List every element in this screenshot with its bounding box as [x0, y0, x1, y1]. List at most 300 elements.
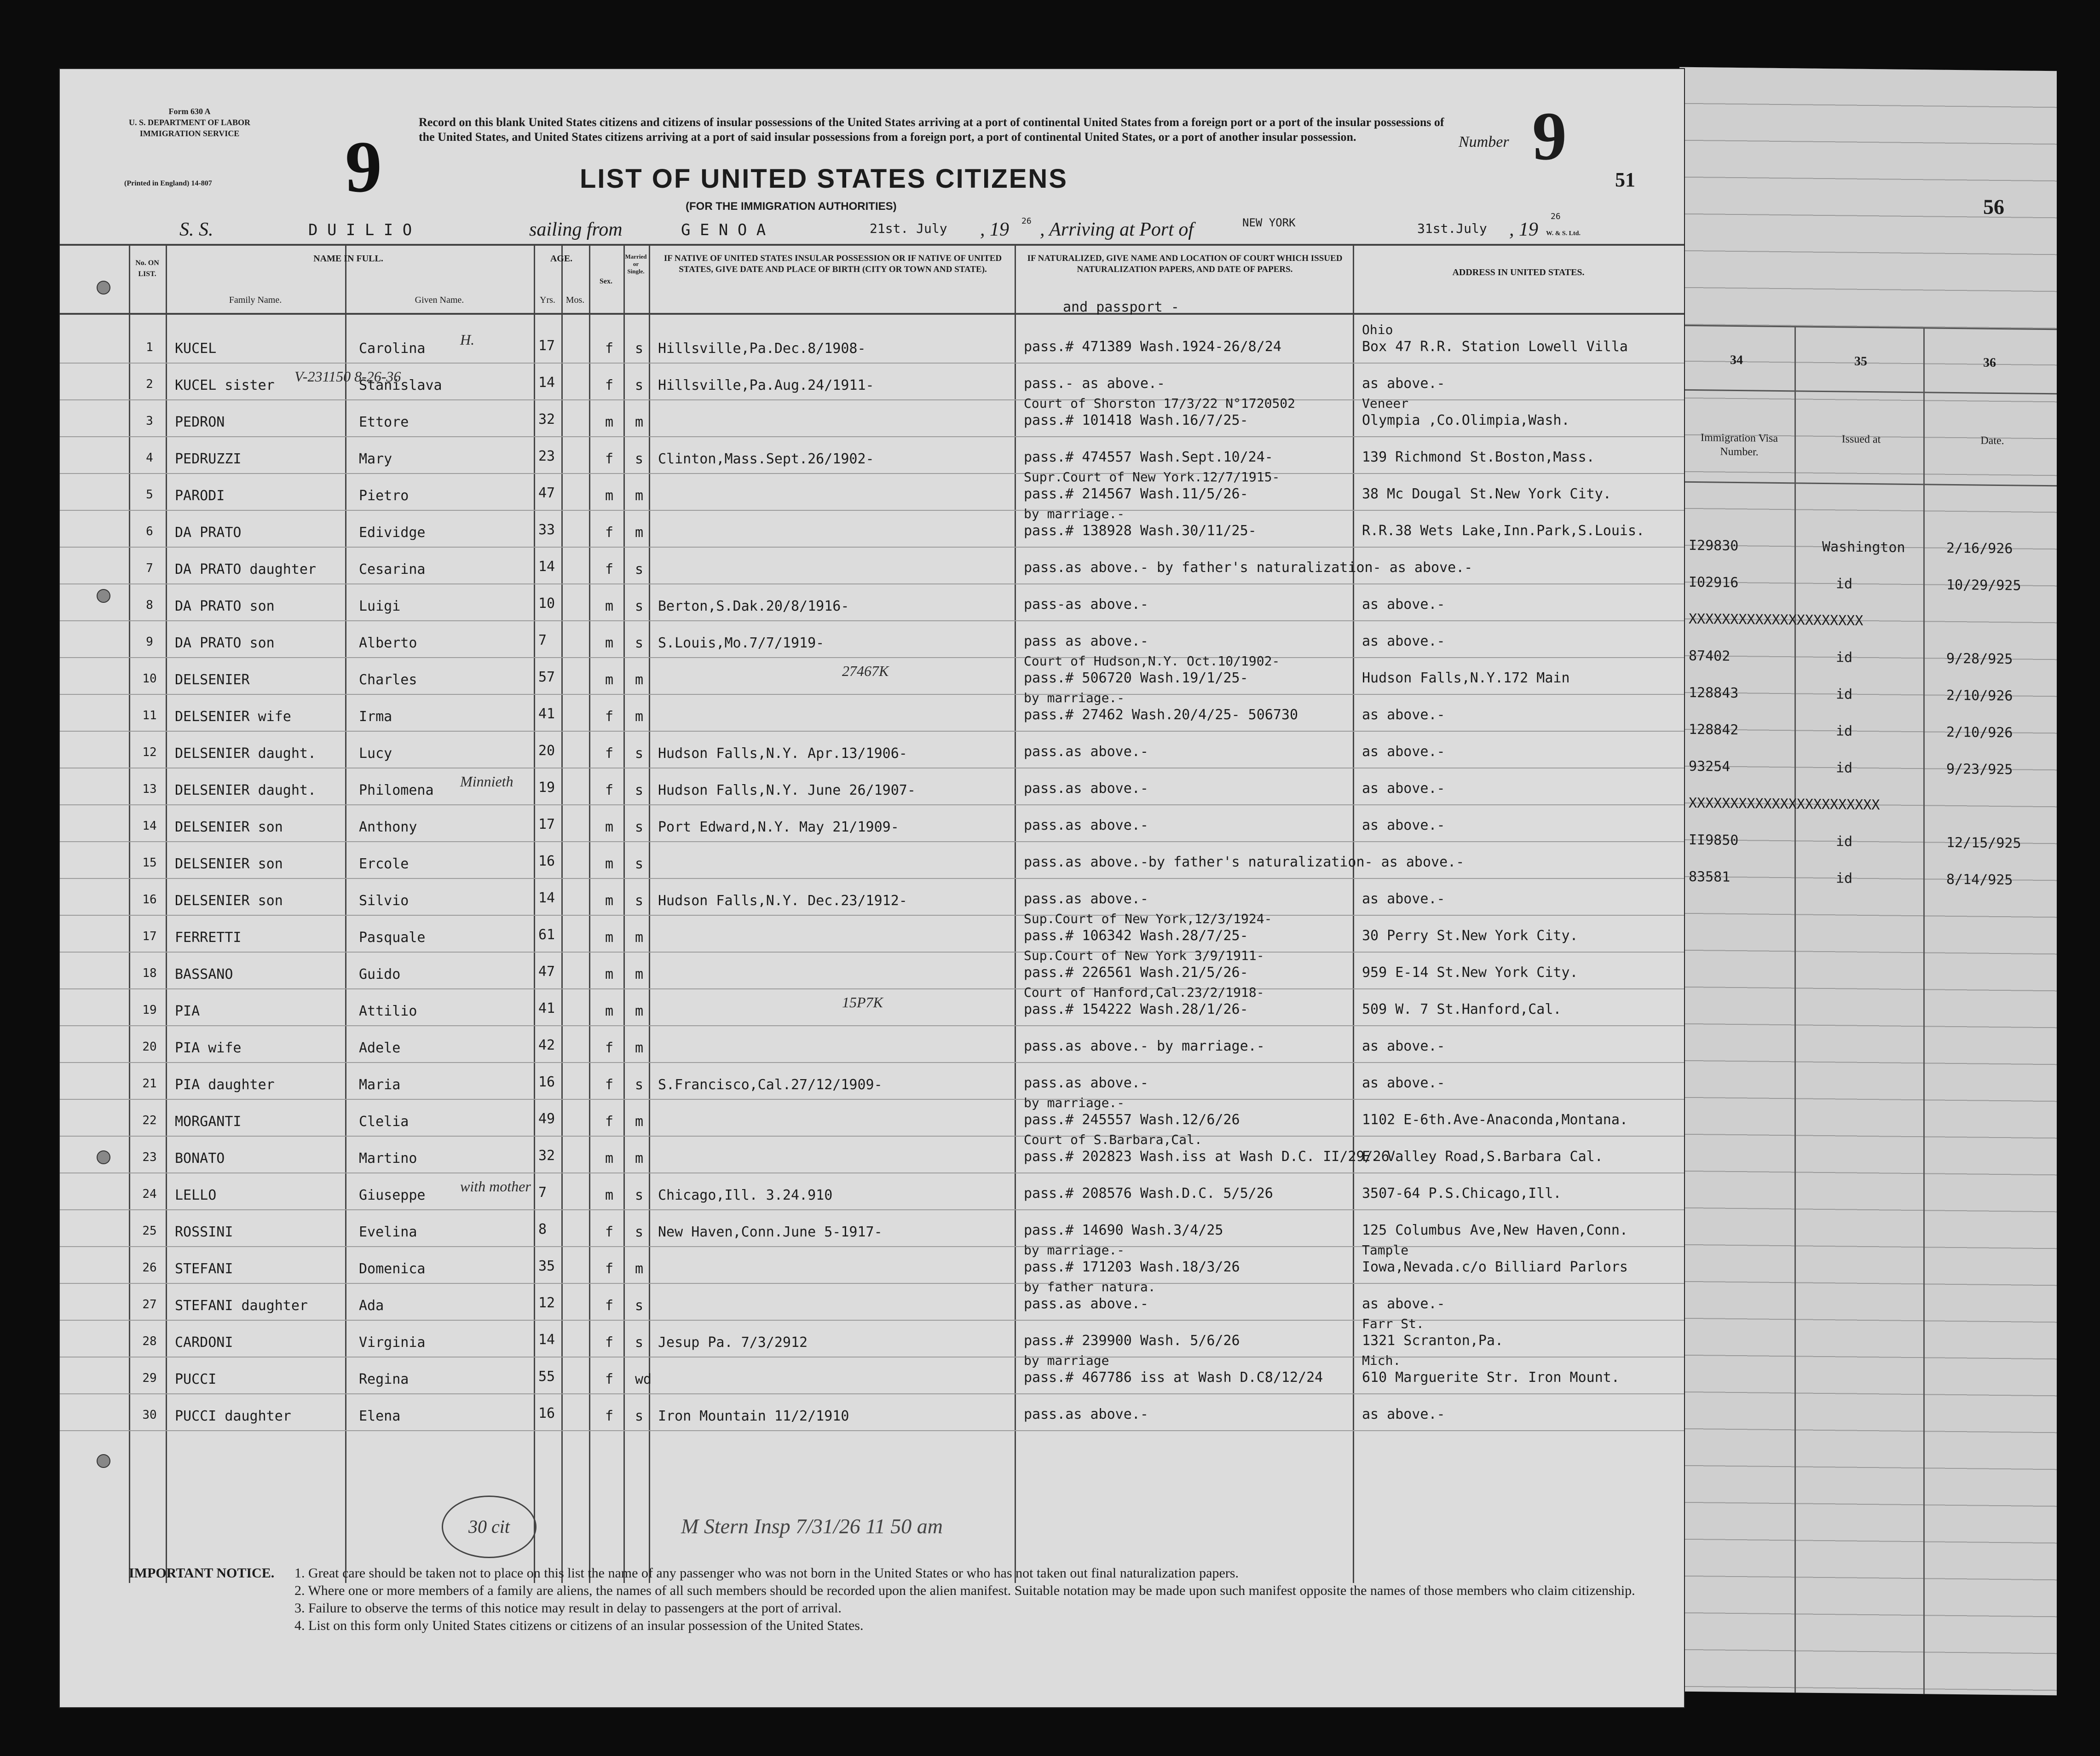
cell-birth: Chicago,Ill. 3.24.910: [658, 1187, 833, 1203]
cell-nat2: pass.# 138928 Wash.30/11/25-: [1024, 523, 1257, 539]
cell-given: Giuseppe: [359, 1187, 426, 1203]
cell-sex: f: [605, 525, 614, 541]
page-subtitle: (FOR THE IMMIGRATION AUTHORITIES): [686, 200, 897, 213]
cell-given: Irma: [359, 709, 392, 725]
list-number: 9: [345, 126, 382, 208]
cell-ms: m: [635, 525, 644, 541]
cell-ms: s: [635, 561, 644, 578]
cell-family: DELSENIER daught.: [175, 745, 317, 762]
cell-no: 7: [146, 561, 153, 575]
departure-port: G E N O A: [681, 221, 766, 239]
ss-label: S. S.: [179, 219, 213, 240]
cell-given: Philomena: [359, 782, 434, 798]
cell-addr2: 1321 Scranton,Pa.: [1362, 1333, 1504, 1349]
page-title: LIST OF UNITED STATES CITIZENS: [580, 164, 1068, 194]
cell-ms: s: [635, 1334, 644, 1351]
cell-given: Charles: [359, 672, 417, 688]
col-yrs-header: Yrs.: [540, 295, 555, 305]
col-naturalized-note: and passport -: [1063, 299, 1179, 315]
cell-addr2: Box 47 R.R. Station Lowell Villa: [1362, 339, 1628, 355]
cell-ms: m: [635, 1003, 644, 1019]
header-rule: [1679, 481, 2057, 487]
cell-given: Regina: [359, 1371, 409, 1387]
binder-hole: [97, 1454, 110, 1468]
arrival-date: 31st.July: [1417, 221, 1487, 236]
cell-ms: wd: [635, 1371, 652, 1387]
cell-birth: Berton,S.Dak.20/8/1916-: [658, 598, 849, 614]
cell-birth: Iron Mountain 11/2/1910: [658, 1408, 849, 1424]
table-row: [60, 911, 1684, 953]
cell-sex: m: [605, 930, 614, 946]
cell-given: Attilio: [359, 1003, 417, 1019]
table-row: [60, 842, 1684, 879]
table-row: [60, 1316, 1684, 1357]
cell-sex: m: [605, 414, 614, 430]
cell-addr2: 1102 E-6th.Ave-Anaconda,Montana.: [1362, 1112, 1628, 1128]
cell-sex: f: [605, 1261, 614, 1277]
visa-row: 128842 id 2/10/926: [1689, 721, 2013, 741]
cell-family: STEFANI: [175, 1261, 233, 1277]
cell-nat2: pass-as above.-: [1024, 596, 1148, 612]
cell-nat2: pass.# 27462 Wash.20/4/25- 506730: [1024, 707, 1298, 723]
table-row: [60, 322, 1684, 364]
cell-nat2: pass.# 506720 Wash.19/1/25-: [1024, 670, 1248, 686]
cell-nat2: pass.# 208576 Wash.D.C. 5/5/26: [1024, 1185, 1273, 1201]
cell-ms: s: [635, 598, 644, 614]
table-row: [60, 1132, 1684, 1173]
table-row: [60, 396, 1684, 437]
cell-addr2: 139 Richmond St.Boston,Mass.: [1362, 449, 1595, 465]
cell-nat2: pass.as above.-: [1024, 1406, 1148, 1422]
cell-ms: s: [635, 745, 644, 762]
cell-nat2: pass.# 202823 Wash.iss at Wash D.C. II/29/26: [1024, 1149, 1390, 1165]
cell-no: 15: [142, 856, 157, 870]
cell-age: 8: [538, 1221, 547, 1237]
cell-nat2: pass.# 245557 Wash.12/6/26: [1024, 1112, 1240, 1128]
manifest-page: [60, 69, 1684, 1707]
cell-addr2: as above.-: [1362, 1038, 1445, 1054]
col-name-header: NAME IN FULL.: [313, 254, 383, 264]
cell-age: 41: [538, 706, 555, 722]
cell-family: PIA: [175, 1003, 200, 1019]
visa-row: 93254 id 9/23/925: [1689, 758, 2013, 778]
cell-age: 14: [538, 1332, 555, 1348]
cell-sex: f: [605, 745, 614, 762]
visa-number-header: Immigration Visa Number.: [1700, 432, 1778, 458]
cell-age: 32: [538, 411, 555, 427]
cell-sex: m: [605, 893, 614, 909]
table-row: [60, 690, 1684, 732]
cell-addr1: Tample: [1362, 1242, 1409, 1258]
right-continuation-page: [1679, 67, 2057, 1696]
cell-age: 14: [538, 890, 555, 906]
cell-nat1: by father natura.: [1024, 1279, 1156, 1294]
ship-name: D U I L I O: [308, 221, 412, 239]
cell-given: Lucy: [359, 745, 392, 762]
cell-birth: Hillsville,Pa.Dec.8/1908-: [658, 341, 866, 357]
cell-ms: m: [635, 930, 644, 946]
cell-nat2: pass.as above.-: [1024, 780, 1148, 797]
cell-age: 57: [538, 669, 555, 685]
cell-age: 23: [538, 448, 555, 464]
header-rule: [1679, 325, 2057, 330]
cell-no: 30: [142, 1408, 157, 1422]
cell-birth: New Haven,Conn.June 5-1917-: [658, 1224, 883, 1240]
cell-age: 12: [538, 1295, 555, 1311]
cell-birth: Hudson Falls,N.Y. Apr.13/1906-: [658, 745, 907, 762]
cell-family: DELSENIER: [175, 672, 250, 688]
cell-sex: f: [605, 1040, 614, 1056]
cell-given: Anthony: [359, 819, 417, 835]
cell-no: 17: [142, 930, 157, 943]
cell-nat2: pass.as above.- by father's naturalization- as above.-: [1024, 560, 1473, 576]
table-row: [60, 1242, 1684, 1284]
cell-ms: m: [635, 1261, 644, 1277]
cell-addr2: as above.-: [1362, 1075, 1445, 1091]
col-number-35: 35: [1854, 354, 1867, 369]
cell-given: Silvio: [359, 893, 409, 909]
cell-no: 19: [142, 1003, 157, 1017]
cell-sex: m: [605, 598, 614, 614]
visa-row: II9850 id 12/15/925: [1689, 832, 2021, 852]
record-instructions: Record on this blank United States citizens and citizens of insular possessions of the United States arriving at a port of continental United States from a foreign port or a port of the insular possessions of the United States, and United States citizens arriving at a port of said insular possessions from a foreign port, a port of continental United States, or a port of another insular possession.: [419, 116, 1444, 144]
col-age-header: AGE.: [550, 254, 573, 264]
cell-birth: S.Francisco,Cal.27/12/1909-: [658, 1077, 883, 1093]
cell-nat2: pass.# 171203 Wash.18/3/26: [1024, 1259, 1240, 1275]
cell-ms: s: [635, 856, 644, 872]
cell-ms: m: [635, 1040, 644, 1056]
table-row: [60, 985, 1684, 1026]
cell-nat2: pass.# 467786 iss at Wash D.C8/12/24: [1024, 1369, 1323, 1386]
cell-age: 16: [538, 1405, 555, 1421]
cell-age: 16: [538, 1074, 555, 1090]
col-married-header: Married or Single.: [625, 253, 647, 275]
cell-ms: s: [635, 377, 644, 393]
cell-nat1: Court of S.Barbara,Cal.: [1024, 1132, 1202, 1147]
cell-no: 2: [146, 377, 153, 391]
table-row: [60, 1279, 1684, 1321]
manifest-table: [60, 244, 1684, 1583]
table-row: [60, 469, 1684, 511]
cell-birth: Jesup Pa. 7/3/2912: [658, 1334, 808, 1351]
cell-nat2: pass.# 226561 Wash.21/5/26-: [1024, 965, 1248, 981]
cell-age: 47: [538, 485, 555, 501]
cell-nat2: pass.# 471389 Wash.1924-26/8/24: [1024, 339, 1281, 355]
cell-family: DA PRATO son: [175, 635, 275, 651]
cell-no: 14: [142, 819, 157, 833]
visa-row: 83581 id 8/14/925: [1689, 868, 2013, 889]
col-number-34: 34: [1730, 352, 1743, 368]
cell-ms: s: [635, 1408, 644, 1424]
cell-age: 10: [538, 595, 555, 612]
cell-no: 24: [142, 1187, 157, 1201]
visa-row: I02916 id 10/29/925: [1689, 574, 2021, 594]
cell-family: DA PRATO: [175, 525, 242, 541]
notice-label: IMPORTANT NOTICE.: [129, 1565, 275, 1581]
table-row: [60, 1173, 1684, 1210]
cell-ms: s: [635, 451, 644, 467]
cell-no: 29: [142, 1371, 157, 1385]
cell-sex: m: [605, 1150, 614, 1167]
cell-no: 18: [142, 966, 157, 980]
col-number-36: 36: [1983, 355, 1996, 370]
printer-mark: W. & S. Ltd.: [1546, 230, 1581, 237]
cell-addr2: R.R.38 Wets Lake,Inn.Park,S.Louis.: [1362, 523, 1645, 539]
cell-nat2: pass.as above.-by father's naturalization- as above.-: [1024, 854, 1465, 870]
cell-sex: f: [605, 1224, 614, 1240]
table-row: [60, 548, 1684, 584]
cell-age: 33: [538, 522, 555, 538]
cell-age: 47: [538, 964, 555, 980]
cell-nat2: pass.- as above.-: [1024, 375, 1165, 392]
cell-sex: f: [605, 377, 614, 393]
cell-family: DELSENIER son: [175, 819, 283, 835]
table-row: [60, 1210, 1684, 1247]
cell-given: Alberto: [359, 635, 417, 651]
handwritten-annotation: with mother: [460, 1178, 531, 1195]
cell-sex: f: [605, 341, 614, 357]
cell-birth: Hudson Falls,N.Y. June 26/1907-: [658, 782, 916, 798]
cell-family: PUCCI: [175, 1371, 217, 1387]
table-row: [60, 879, 1684, 916]
col-naturalized-header: IF NATURALIZED, GIVE NAME AND LOCATION OF COURT WHICH ISSUED NATURALIZATION PAPERS, AND DATE OF PAPERS.: [1027, 254, 1343, 274]
cell-addr2: 125 Columbus Ave,New Haven,Conn.: [1362, 1222, 1628, 1238]
table-row: [60, 1394, 1684, 1431]
notice-item: 2. Where one or more members of a family are aliens, the names of all such members should be recorded upon the alien manifest. Suitable notation may be made upon such manifest opposite the names of those members who claim citizenship.: [294, 1583, 1635, 1598]
cell-family: CARDONI: [175, 1334, 233, 1351]
cell-age: 61: [538, 927, 555, 943]
cell-no: 9: [146, 635, 153, 649]
cell-ms: m: [635, 414, 644, 430]
cell-given: Ettore: [359, 414, 409, 430]
cell-family: KUCEL sister: [175, 377, 275, 393]
cell-addr1: Veneer: [1362, 396, 1409, 411]
cell-addr2: Hudson Falls,N.Y.172 Main: [1362, 670, 1570, 686]
departure-date: 21st. July: [870, 221, 947, 236]
cell-given: Domenica: [359, 1261, 426, 1277]
cell-addr2: 509 W. 7 St.Hanford,Cal.: [1362, 1001, 1562, 1017]
printed-note: (Printed in England) 14-807: [124, 179, 212, 187]
cell-addr2: 30 Perry St.New York City.: [1362, 928, 1578, 944]
arrival-port: NEW YORK: [1242, 216, 1296, 229]
cell-sex: f: [605, 1298, 614, 1314]
cell-nat2: pass.# 154222 Wash.28/1/26-: [1024, 1001, 1248, 1017]
table-row: [60, 653, 1684, 695]
cell-nat1: by marriage.-: [1024, 506, 1125, 521]
cell-addr2: as above.-: [1362, 1406, 1445, 1422]
cell-nat2: pass.as above.-: [1024, 891, 1148, 907]
cell-addr2: 959 E-14 St.New York City.: [1362, 965, 1578, 981]
cell-addr2: as above.-: [1362, 744, 1445, 760]
cell-nat2: pass.as above.-: [1024, 817, 1148, 833]
cell-ms: s: [635, 341, 644, 357]
cell-addr2: as above.-: [1362, 1296, 1445, 1312]
cell-nat2: pass.# 14690 Wash.3/4/25: [1024, 1222, 1223, 1238]
cell-ms: s: [635, 893, 644, 909]
cell-nat1: Sup.Court of New York,12/3/1924-: [1024, 911, 1272, 926]
cell-nat1: Court of Shorston 17/3/22 N°1720502: [1024, 396, 1296, 411]
cell-given: Martino: [359, 1150, 417, 1167]
cell-sex: m: [605, 488, 614, 504]
col-sex-header: Sex.: [600, 277, 612, 285]
cell-addr2: 38 Mc Dougal St.New York City.: [1362, 486, 1611, 502]
cell-birth: Clinton,Mass.Sept.26/1902-: [658, 451, 874, 467]
cell-sex: f: [605, 709, 614, 725]
visa-row: I29830 Washington 2/16/926: [1689, 537, 2013, 557]
table-row: [60, 584, 1684, 621]
cell-family: DELSENIER son: [175, 856, 283, 872]
cell-family: PIA daughter: [175, 1077, 275, 1093]
cell-addr2: as above.-: [1362, 596, 1445, 612]
cell-family: PARODI: [175, 488, 225, 504]
cell-nat2: pass.# 101418 Wash.16/7/25-: [1024, 412, 1248, 428]
cell-no: 6: [146, 525, 153, 538]
cell-given: Edividge: [359, 525, 426, 541]
cell-nat1: by marriage.-: [1024, 1242, 1125, 1258]
cell-nat2: pass.as above.-: [1024, 1296, 1148, 1312]
cell-addr2: as above.-: [1362, 817, 1445, 833]
cell-family: DELSENIER wife: [175, 709, 291, 725]
cell-no: 4: [146, 451, 153, 465]
cell-no: 3: [146, 414, 153, 428]
table-row: [60, 1026, 1684, 1063]
notice-item: 4. List on this form only United States citizens or citizens of an insular possession of the United States.: [294, 1618, 864, 1633]
cell-age: 35: [538, 1258, 555, 1274]
cell-addr2: 3507-64 P.S.Chicago,Ill.: [1362, 1185, 1562, 1201]
cell-age: 20: [538, 743, 555, 759]
cell-no: 5: [146, 488, 153, 502]
cell-given: Cesarina: [359, 561, 426, 578]
cell-sex: f: [605, 451, 614, 467]
cell-age: 55: [538, 1369, 555, 1385]
cell-age: 7: [538, 1184, 547, 1201]
cell-age: 17: [538, 338, 555, 354]
year-prefix: , 19: [980, 219, 1009, 240]
cell-age: 7: [538, 632, 547, 648]
cell-given: Evelina: [359, 1224, 417, 1240]
cell-sex: m: [605, 635, 614, 651]
cell-addr2: as above.-: [1362, 780, 1445, 797]
cell-no: 11: [142, 709, 157, 722]
binder-hole: [97, 281, 110, 295]
col-no-header: No. ON LIST.: [135, 259, 159, 278]
cell-family: DA PRATO daughter: [175, 561, 317, 578]
cell-addr2: as above.-: [1362, 707, 1445, 723]
cell-sex: m: [605, 672, 614, 688]
col-given-header: Given Name.: [415, 295, 464, 305]
cell-ms: s: [635, 819, 644, 835]
cell-sex: f: [605, 782, 614, 798]
cell-age: 19: [538, 780, 555, 796]
cell-given: Stanislava: [359, 377, 442, 393]
sailing-from-label: sailing from: [529, 219, 623, 240]
handwritten-annotation: H.: [460, 331, 475, 348]
cell-given: Ercole: [359, 856, 409, 872]
cell-ms: m: [635, 1114, 644, 1130]
cell-addr2: as above.-: [1362, 375, 1445, 392]
year-suffix: 26: [1021, 216, 1032, 226]
cell-family: PUCCI daughter: [175, 1408, 291, 1424]
form-reference: Form 630 A U. S. DEPARTMENT OF LABOR IMMIGRATION SERVICE: [129, 107, 251, 138]
cell-ms: m: [635, 709, 644, 725]
cell-ms: s: [635, 635, 644, 651]
table-row: [60, 621, 1684, 658]
col-family-header: Family Name.: [229, 295, 282, 305]
cell-no: 25: [142, 1224, 157, 1238]
cell-family: ROSSINI: [175, 1224, 233, 1240]
cell-addr1: Mich.: [1362, 1353, 1401, 1368]
cell-age: 41: [538, 1000, 555, 1017]
cell-nat2: pass as above.-: [1024, 633, 1148, 649]
cell-sex: f: [605, 1408, 614, 1424]
cell-ms: m: [635, 672, 644, 688]
cell-nat2: pass.# 106342 Wash.28/7/25-: [1024, 928, 1248, 944]
table-row: [60, 1095, 1684, 1137]
cell-ms: s: [635, 1187, 644, 1203]
cell-given: Carolina: [359, 341, 426, 357]
visa-row: XXXXXXXXXXXXXXXXXXXXX: [1689, 611, 1863, 629]
cell-addr2: Olympia ,Co.Olimpia,Wash.: [1362, 412, 1570, 428]
cell-nat2: pass.as above.-: [1024, 744, 1148, 760]
cell-family: LELLO: [175, 1187, 217, 1203]
cell-nat2: pass.as above.- by marriage.-: [1024, 1038, 1265, 1054]
cell-sex: f: [605, 1077, 614, 1093]
cell-nat1: Supr.Court of New York.12/7/1915-: [1024, 469, 1280, 485]
cell-birth: Hudson Falls,N.Y. Dec.23/1912-: [658, 893, 907, 909]
cell-ms: m: [635, 966, 644, 982]
date-header: Date.: [1980, 434, 2004, 447]
number-value: 9: [1532, 98, 1567, 174]
inspector-stamp: M Stern Insp 7/31/26 11 50 am: [681, 1514, 943, 1538]
cell-no: 1: [146, 341, 153, 354]
table-row: [60, 1353, 1684, 1394]
visa-row: 87402 id 9/28/925: [1689, 647, 2013, 668]
cell-no: 21: [142, 1077, 157, 1091]
cell-family: MORGANTI: [175, 1114, 242, 1130]
cell-given: Pietro: [359, 488, 409, 504]
cell-sex: m: [605, 819, 614, 835]
handwritten-annotation: 15P7K: [842, 994, 883, 1011]
cell-family: DA PRATO son: [175, 598, 275, 614]
cell-nat2: pass.as above.-: [1024, 1075, 1148, 1091]
cell-addr1: Farr St.: [1362, 1316, 1424, 1331]
table-row: [60, 732, 1684, 768]
cell-addr2: as above.-: [1362, 633, 1445, 649]
cell-no: 28: [142, 1334, 157, 1348]
cell-nat1: by marriage.-: [1024, 1095, 1125, 1110]
cell-sex: m: [605, 1187, 614, 1203]
binder-hole: [97, 1150, 110, 1164]
cell-ms: s: [635, 782, 644, 798]
arrival-year-suffix: 26: [1551, 212, 1561, 221]
notice-item: 1. Great care should be taken not to place on this list the name of any passenger who was not born in the United States or who has not taken out final naturalization papers.: [294, 1565, 1239, 1581]
table-row: [60, 1063, 1684, 1100]
cell-addr2: 610 Marguerite Str. Iron Mount.: [1362, 1369, 1620, 1386]
cell-given: Virginia: [359, 1334, 426, 1351]
cell-family: KUCEL: [175, 341, 217, 357]
cell-given: Mary: [359, 451, 392, 467]
cell-sex: f: [605, 561, 614, 578]
cell-addr2: E. Valley Road,S.Barbara Cal.: [1362, 1149, 1603, 1165]
cell-ms: m: [635, 488, 644, 504]
cell-family: DELSENIER daught.: [175, 782, 317, 798]
cell-addr2: as above.-: [1362, 891, 1445, 907]
cell-birth: Hillsville,Pa.Aug.24/1911-: [658, 377, 874, 393]
cell-nat2: pass.# 239900 Wash. 5/6/26: [1024, 1333, 1240, 1349]
cell-ms: m: [635, 1150, 644, 1167]
cell-age: 16: [538, 853, 555, 869]
cell-age: 17: [538, 816, 555, 832]
